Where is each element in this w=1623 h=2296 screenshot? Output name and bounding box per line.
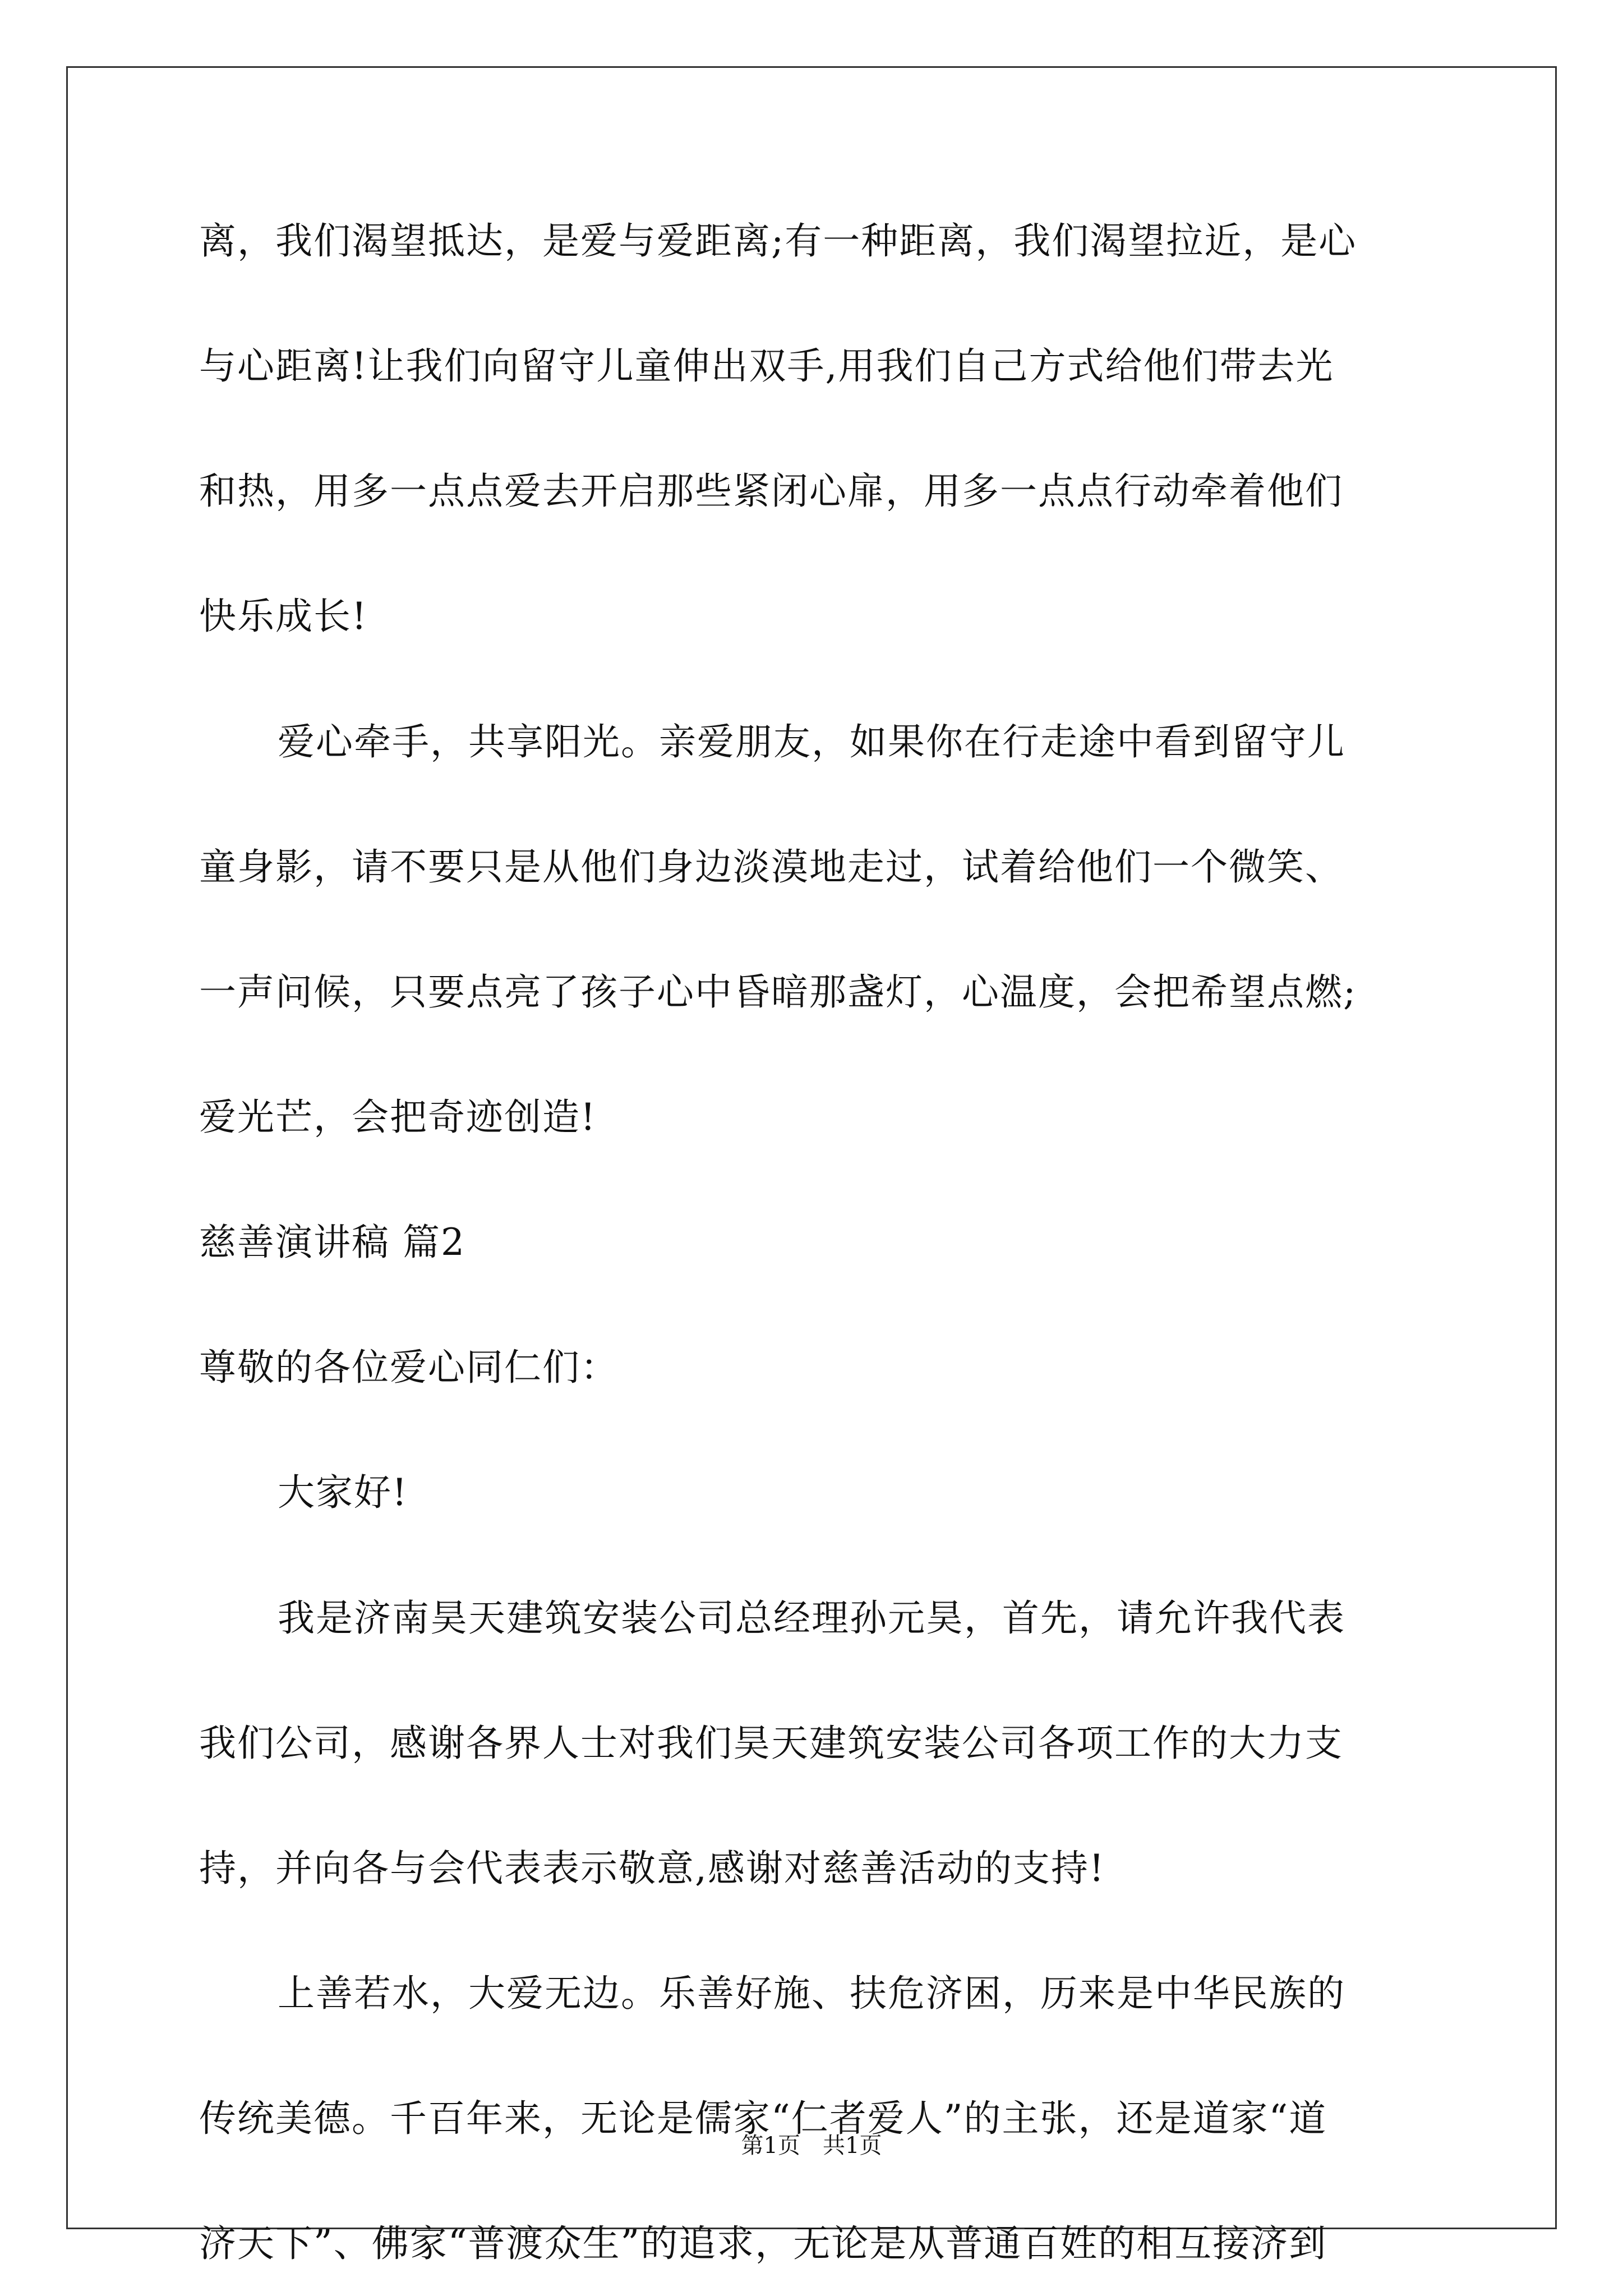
text-line: 持，并向各与会代表表示敬意,感谢对慈善活动的支持!	[199, 1847, 1105, 1890]
text-line: 童身影，请不要只是从他们身边淡漠地走过，试着给他们一个微笑、	[199, 845, 1343, 889]
section-heading: 慈善演讲稿 篇2	[199, 1221, 465, 1264]
paragraph-first-line: 爱心牵手，共享阳光。亲爱朋友，如果你在行走途中看到留守儿	[278, 720, 1345, 763]
salutation: 尊敬的各位爱心同仁们：	[199, 1346, 619, 1389]
text-line: 离，我们渴望抵达，是爱与爱距离;有一种距离，我们渴望拉近，是心	[199, 219, 1357, 263]
paragraph-first-line: 我是济南昊天建筑安装公司总经理孙元昊，首先，请允许我代表	[278, 1596, 1345, 1640]
text-line: 爱光芒，会把奇迹创造!	[199, 1096, 597, 1139]
text-line: 一声问候，只要点亮了孩子心中昏暗那盏灯，心温度，会把希望点燃;	[199, 970, 1357, 1014]
text-line: 济天下”、佛家“普渡众生”的追求，无论是从普通百姓的相互接济到	[199, 2222, 1327, 2265]
page-footer: 第1页 共1页	[741, 2133, 882, 2159]
text-line: 和热，用多一点点爱去开启那些紧闭心扉，用多一点点行动牵着他们	[199, 470, 1343, 513]
text-line: 我们公司，感谢各界人士对我们昊天建筑安装公司各项工作的大力支	[199, 1722, 1343, 1765]
text-line: 与心距离!让我们向留守儿童伸出双手,用我们自己方式给他们带去光	[199, 344, 1334, 388]
greeting: 大家好!	[278, 1471, 408, 1514]
text-line: 传统美德。千百年来，无论是儒家“仁者爱人”的主张，还是道家“道	[199, 2097, 1327, 2140]
text-line: 快乐成长!	[199, 595, 368, 638]
paragraph-first-line: 上善若水，大爱无边。乐善好施、扶危济困，历来是中华民族的	[278, 1972, 1345, 2015]
